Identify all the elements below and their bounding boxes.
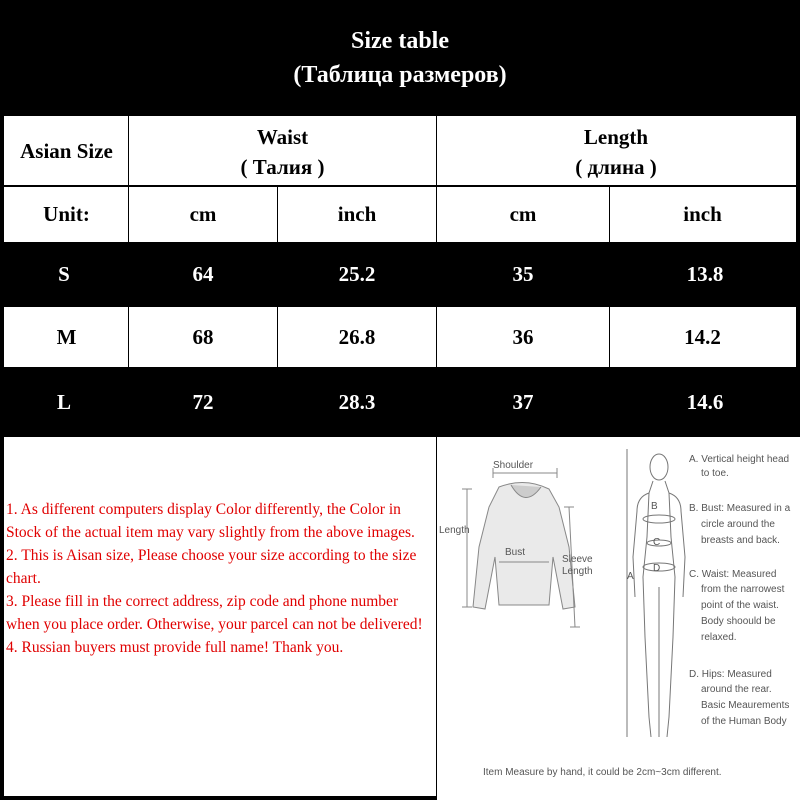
waist-ru-label: ( Талия ) (240, 154, 325, 179)
table-cell (610, 307, 795, 367)
legend-a-1: A. Vertical height head (689, 454, 790, 465)
legend-c-4: Body shoould be (701, 616, 776, 627)
l-waist-inch: 28.3 (338, 390, 376, 414)
legend-d-2: around the rear. (701, 684, 772, 695)
unit-label-cell (5, 187, 128, 242)
legend-d-3: Basic Meaurements (701, 700, 790, 711)
legend-c-1: C. Waist: Measured (689, 569, 777, 580)
measurement-illustration (437, 437, 796, 796)
table-cell (437, 243, 609, 305)
row-divider (0, 367, 800, 369)
legend-c-5: relaxed. (701, 632, 737, 643)
m-waist-cm: 68 (192, 324, 214, 349)
col-divider (277, 186, 278, 436)
length-ru-label: ( длина ) (575, 154, 657, 179)
l-length-cm: 37 (512, 390, 534, 414)
unit-waist-inch: inch (337, 202, 377, 226)
table-cell (437, 369, 609, 436)
notes-list (6, 498, 426, 659)
table-row-size (5, 307, 128, 367)
note-item: 4. Russian buyers must provide full name! Thank you. (6, 639, 344, 656)
table-border-left (0, 116, 4, 800)
legend-b-3: breasts and back. (701, 535, 780, 546)
table-row-size (0, 369, 128, 436)
body-letter-c: C (653, 537, 661, 548)
m-length-inch: 14.2 (684, 324, 721, 349)
unit-cell (278, 187, 436, 242)
legend-a-2: to toe. (701, 468, 729, 479)
legend-c-2: from the narrowest (701, 584, 785, 595)
legend-d-1: D. Hips: Measured (689, 669, 772, 680)
s-waist-inch: 25.2 (338, 261, 376, 286)
unit-length-inch: inch (683, 202, 722, 226)
body-letter-d: D (653, 563, 661, 574)
waist-header (129, 118, 436, 185)
asian-size-label: Asian Size (20, 139, 113, 163)
table-cell (129, 243, 277, 305)
body-letter-b: B (651, 501, 658, 512)
unit-label: Unit: (43, 202, 90, 226)
l-waist-cm: 72 (192, 390, 214, 414)
table-row-size (0, 243, 128, 305)
shoulder-label: Shoulder (493, 460, 534, 471)
bust-diag-label: Bust (505, 547, 526, 558)
sleeve-label-2: Length (562, 566, 593, 577)
s-length-cm: 35 (512, 261, 534, 286)
row-divider (0, 185, 800, 187)
m-length-cm: 36 (512, 324, 534, 349)
col-divider (128, 116, 129, 436)
table-cell (437, 307, 609, 367)
size-m: M (56, 324, 77, 349)
l-length-inch: 14.6 (686, 390, 724, 414)
sleeve-label-1: Sleeve (562, 554, 593, 565)
table-cell (129, 369, 277, 436)
row-divider (0, 242, 800, 243)
legend-c-3: point of the waist. (701, 600, 779, 611)
unit-length-cm: cm (509, 202, 537, 226)
col-divider (609, 186, 610, 436)
table-cell (278, 369, 436, 436)
waist-label: Waist (256, 124, 309, 149)
row-divider (0, 305, 800, 307)
size-s: S (58, 261, 70, 286)
size-table-header (0, 0, 800, 116)
unit-cell (129, 187, 277, 242)
length-header (437, 118, 795, 185)
length-diag-label: Length (439, 525, 470, 536)
length-label: Length (583, 124, 649, 149)
s-waist-cm: 64 (192, 261, 214, 286)
table-cell (129, 307, 277, 367)
s-length-inch: 13.8 (686, 261, 724, 286)
table-cell (278, 307, 436, 367)
header-title: Size table (351, 28, 449, 54)
legend-b-2: circle around the (701, 519, 775, 530)
unit-cell (610, 187, 795, 242)
table-cell (610, 369, 800, 436)
note-item: 2. This is Aisan size, Please choose your size according to the size chart. (6, 547, 417, 587)
table-cell (278, 243, 436, 305)
note-item: 3. Please fill in the correct address, zip code and phone number when you place order. Otherwise, your parcel can not be delivered! (6, 593, 423, 633)
header-subtitle: (Таблица размеров) (293, 62, 507, 88)
m-waist-inch: 26.8 (338, 324, 376, 349)
size-l: L (56, 390, 71, 414)
body-illustration (627, 449, 685, 737)
body-letter-a: A (627, 571, 634, 582)
table-cell (610, 243, 800, 305)
note-item: 1. As different computers display Color differently, the Color in Stock of the actual item may vary slightly from the above images. (6, 501, 415, 541)
legend-d-4: of the Human Body (701, 716, 787, 727)
unit-waist-cm: cm (189, 202, 217, 226)
legend-b-1: B. Bust: Measured in a (689, 503, 791, 514)
unit-cell (437, 187, 609, 242)
measure-footer: Item Measure by hand, it could be 2cm~3cm different. (483, 767, 722, 778)
measurement-diagram (437, 437, 800, 800)
asian-size-header (5, 118, 128, 185)
